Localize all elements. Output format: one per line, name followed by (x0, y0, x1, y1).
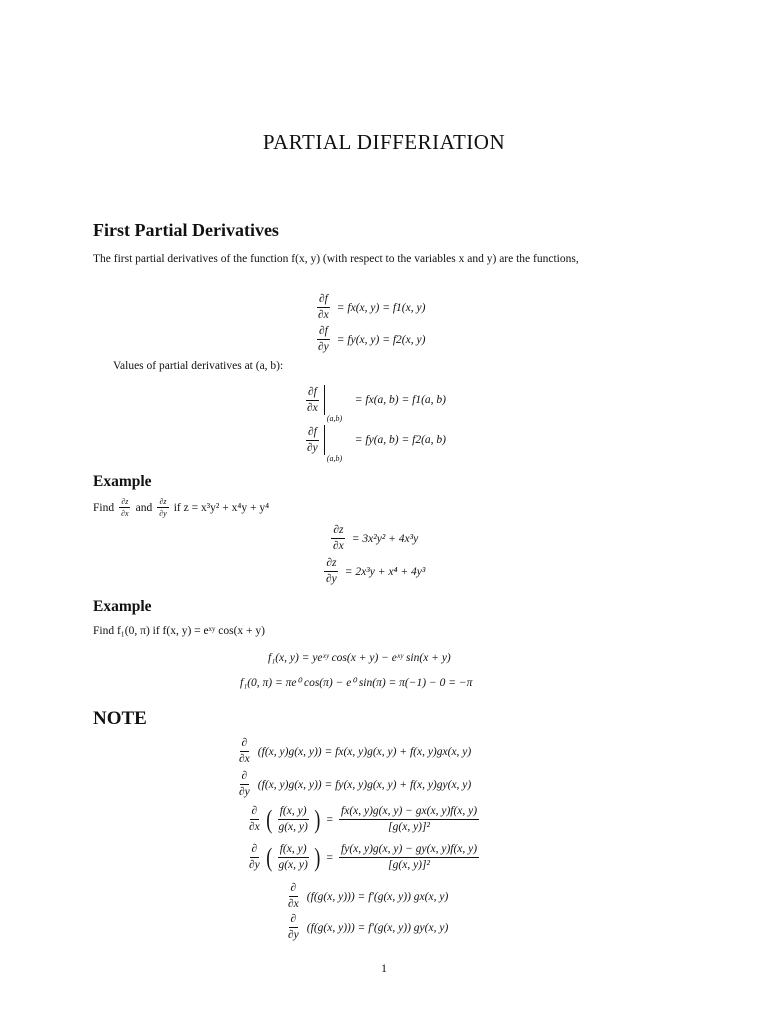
if-condition: if z = x³y² + x⁴y + y⁴ (173, 501, 270, 514)
fraction-numerator: f(x, y) (278, 805, 309, 820)
fraction-numerator: ∂ (289, 913, 299, 928)
note-chain-rule-y (284, 913, 448, 942)
equation-dz-dy (322, 557, 425, 586)
equation-rhs: (f(x, y)g(x, y)) = fy(x, y)g(x, y) + f(x, y)gy(x, y) (257, 778, 472, 791)
fraction-denominator: ∂x (318, 309, 329, 321)
note-quotient-rule-x (245, 805, 481, 834)
example2-statement: Find f₁(0, π) if f(x, y) = eˣʸ cos(x + y) (93, 625, 265, 637)
fraction-denominator: ∂y (239, 786, 250, 798)
fraction-denominator: ∂y (318, 341, 329, 353)
equation-rhs: = fy(x, y) = f2(x, y) (336, 333, 426, 346)
fraction-numerator: ∂f (306, 386, 319, 401)
note-quotient-rule-y (245, 843, 481, 872)
equation-df-dx (314, 293, 425, 322)
fraction-numerator: ∂ (240, 770, 250, 785)
evaluation-bar (324, 385, 343, 423)
evaluation-point: (a,b) (326, 414, 343, 423)
fraction-numerator: ∂ (250, 805, 260, 820)
fraction-numerator: ∂z (331, 524, 345, 539)
fraction-numerator: ∂f (306, 426, 319, 441)
fraction-numerator: ∂f (317, 325, 330, 340)
equation-rhs: (f(g(x, y))) = f′(g(x, y)) gx(x, y) (306, 890, 449, 903)
equation-rhs: = 2x³y + x⁴ + 4y³ (344, 565, 426, 578)
note-heading: NOTE (93, 708, 147, 729)
note-product-rule-y (235, 770, 471, 799)
page-title: PARTIAL DIFFERIATION (262, 130, 506, 154)
fraction-denominator: ∂x (307, 401, 318, 414)
fraction-denominator: ∂x (333, 540, 344, 552)
fraction-denominator: [g(x, y)]² (388, 859, 430, 871)
fraction-denominator: ∂x (121, 509, 129, 518)
fraction-numerator: ∂ (250, 843, 260, 858)
fraction-numerator: fy(x, y)g(x, y) − gy(x, y)f(x, y) (339, 843, 479, 858)
example2-line-1: f₁(x, y) = yeˣʸ cos(x + y) − eˣʸ sin(x + y) (268, 652, 451, 664)
equation-dz-dx (329, 524, 418, 553)
example-heading-2: Example (93, 598, 152, 615)
section-heading-first-partial-derivatives: First Partial Derivatives (93, 220, 279, 240)
equation-rhs: (f(x, y)g(x, y)) = fx(x, y)g(x, y) + f(x, y)gx(x, y) (257, 745, 472, 758)
and-label: and (135, 501, 153, 514)
fraction-denominator: ∂x (288, 898, 299, 910)
fraction-numerator: ∂z (159, 497, 167, 506)
fraction-numerator: ∂ (240, 737, 250, 752)
values-at-point-text: Values of partial derivatives at (a, b): (113, 360, 284, 372)
example2-line-2: f₁(0, π) = πe⁰ cos(π) − e⁰ sin(π) = π(−1) − 0 = −π (240, 677, 473, 689)
equation-rhs: = fx(x, y) = f1(x, y) (336, 301, 426, 314)
equation-df-dx-at-ab (303, 385, 447, 423)
equation-rhs: = fx(a, b) = f1(a, b) (354, 394, 447, 406)
equation-rhs: (f(g(x, y))) = f′(g(x, y)) gy(x, y) (306, 921, 449, 934)
note-product-rule-x (235, 737, 471, 766)
fraction-denominator: ∂y (159, 509, 167, 518)
equation-rhs: = 3x²y² + 4x³y (351, 532, 419, 545)
fraction-denominator: ∂x (239, 753, 250, 765)
fraction-denominator: g(x, y) (278, 859, 308, 871)
example1-statement (93, 497, 269, 518)
find-label: Find (93, 501, 115, 514)
intro-paragraph: The first partial derivatives of the function f(x, y) (with respect to the variables x and y) are the functions, (93, 253, 579, 265)
equation-df-dy-at-ab (303, 425, 447, 463)
fraction-numerator: f(x, y) (278, 843, 309, 858)
right-paren: ) (314, 804, 321, 834)
fraction-numerator: fx(x, y)g(x, y) − gx(x, y)f(x, y) (339, 805, 479, 820)
right-paren: ) (314, 842, 321, 872)
equals-sign: = (326, 813, 334, 826)
fraction-numerator: ∂ (289, 882, 299, 897)
fraction-numerator: ∂z (324, 557, 338, 572)
evaluation-point: (a,b) (326, 454, 343, 463)
left-paren: ( (266, 842, 273, 872)
note-chain-rule-x (284, 882, 448, 911)
page-number: 1 (381, 961, 387, 975)
fraction-denominator: ∂x (249, 821, 260, 833)
example-heading-1: Example (93, 473, 152, 490)
fraction-denominator: ∂y (249, 859, 260, 871)
equation-df-dy (314, 325, 425, 354)
fraction-denominator: ∂y (326, 573, 337, 585)
fraction-denominator: g(x, y) (278, 821, 308, 833)
evaluation-bar (324, 425, 343, 463)
fraction-denominator: [g(x, y)]² (388, 821, 430, 833)
equals-sign: = (326, 851, 334, 864)
fraction-denominator: ∂y (307, 441, 318, 454)
fraction-denominator: ∂y (288, 929, 299, 941)
fraction-numerator: ∂f (317, 293, 330, 308)
left-paren: ( (266, 804, 273, 834)
fraction-numerator: ∂z (121, 497, 129, 506)
equation-rhs: = fy(a, b) = f2(a, b) (354, 434, 447, 446)
